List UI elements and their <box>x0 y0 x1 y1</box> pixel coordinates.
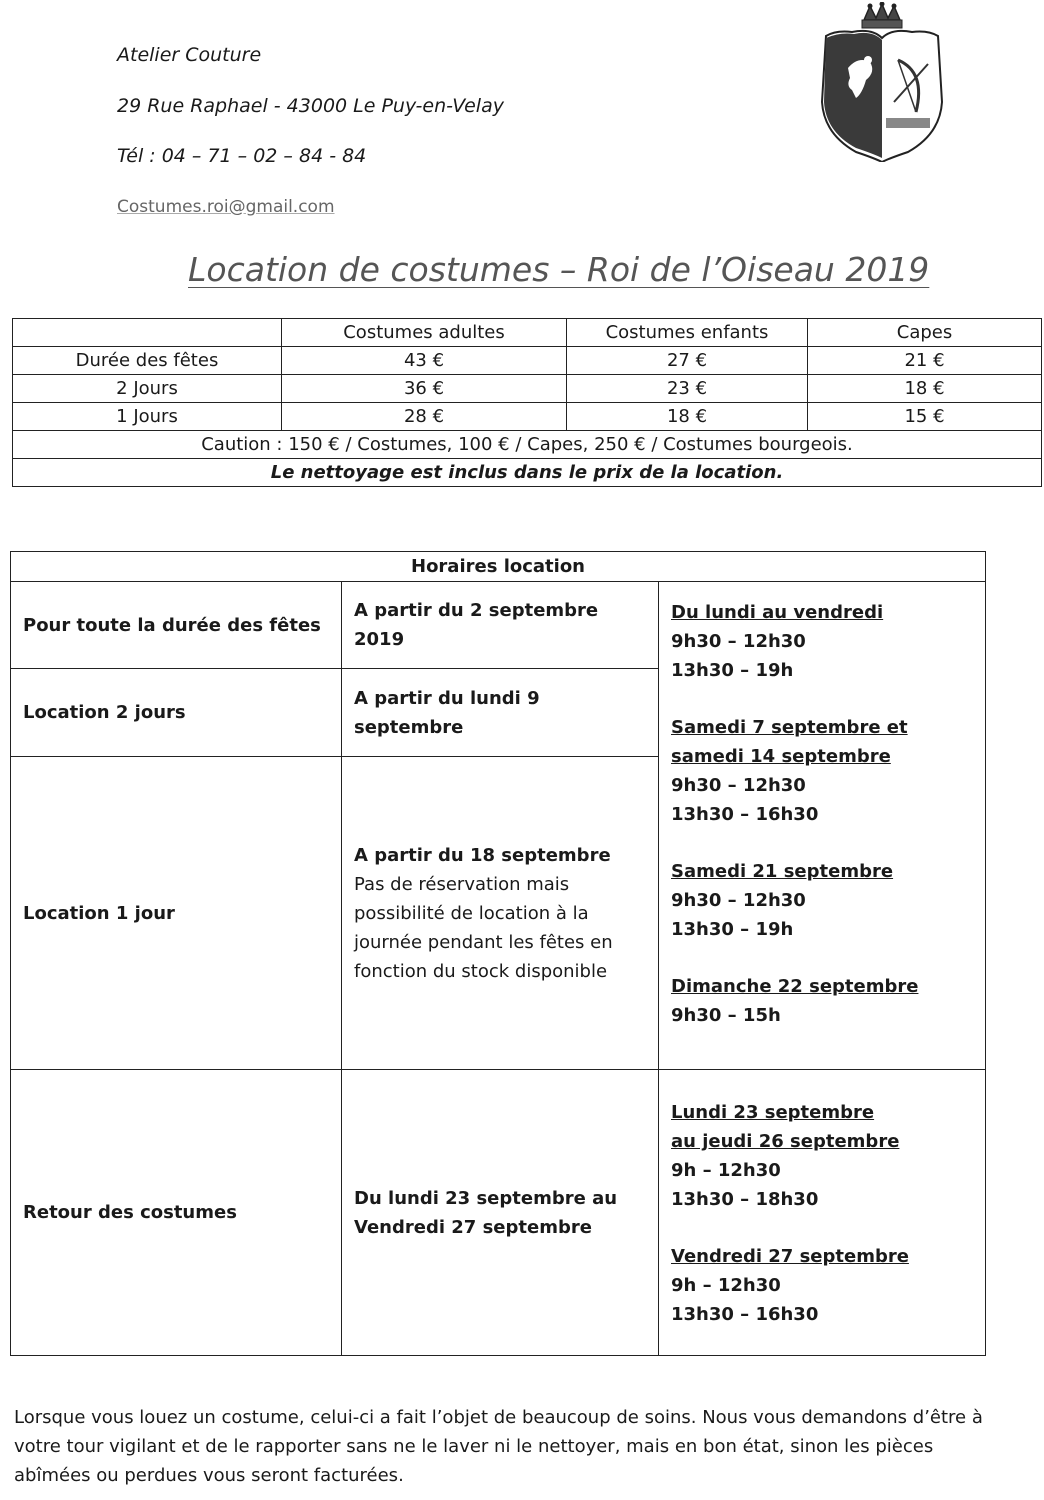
price-cell: 15 € <box>808 403 1042 431</box>
hours-row-detail <box>342 1070 659 1356</box>
return-schedule <box>659 1070 986 1356</box>
hours-heading: Horaires location <box>11 552 986 582</box>
schedule-days: samedi 14 septembre <box>671 746 891 767</box>
row-label: 1 Jours <box>13 403 282 431</box>
schedule-block <box>671 857 973 944</box>
column-header: Costumes adultes <box>282 319 567 347</box>
schedule-time: 13h30 – 19h <box>671 919 794 940</box>
price-table <box>12 318 1042 487</box>
price-cell: 18 € <box>808 375 1042 403</box>
business-email[interactable]: Costumes.roi@gmail.com <box>117 197 335 217</box>
price-row <box>13 347 1042 375</box>
schedule-days: Dimanche 22 septembre <box>671 976 919 997</box>
schedule-time: 9h – 12h30 <box>671 1160 781 1181</box>
hours-header-row <box>11 552 986 582</box>
return-period-line: Du lundi 23 septembre au <box>354 1187 618 1209</box>
schedule-time: 13h30 – 19h <box>671 660 794 681</box>
schedule-block <box>671 1242 973 1329</box>
schedule-days: Du lundi au vendredi <box>671 602 884 623</box>
cleaning-row <box>13 459 1042 487</box>
schedule-time: 9h – 12h30 <box>671 1275 781 1296</box>
coat-of-arms-logo <box>812 2 952 162</box>
row-label: 2 Jours <box>13 375 282 403</box>
hours-row-start: A partir du 2 septembre 2019 <box>342 582 659 669</box>
price-cell: 21 € <box>808 347 1042 375</box>
schedule-days: Samedi 21 septembre <box>671 861 894 882</box>
hours-row-start: A partir du 18 septembre <box>354 844 611 866</box>
schedule-time: 9h30 – 15h <box>671 1005 781 1026</box>
schedule-time: 9h30 – 12h30 <box>671 775 806 796</box>
schedule-block <box>671 1098 973 1214</box>
business-name: Atelier Couture <box>117 44 262 66</box>
price-cell: 18 € <box>567 403 808 431</box>
footer-notice: Lorsque vous louez un costume, celui-ci a fait l’objet de beaucoup de soins. Nous vous demandons d’être à votre tour vigilant et de le rapporter sans ne le laver ni le nettoyer, mais en bon état, sinon les pièces abîmées ou perdues vous seront facturées. <box>14 1407 983 1486</box>
price-row <box>13 375 1042 403</box>
row-label: Durée des fêtes <box>13 347 282 375</box>
schedule-days: Lundi 23 septembre <box>671 1102 875 1123</box>
hours-row-detail <box>342 757 659 1070</box>
business-address: 29 Rue Raphael - 43000 Le Puy-en-Velay <box>117 95 504 117</box>
price-cell: 28 € <box>282 403 567 431</box>
hours-row <box>11 1070 986 1356</box>
price-cell: 36 € <box>282 375 567 403</box>
schedule-time: 13h30 – 16h30 <box>671 804 819 825</box>
return-period-line: Vendredi 27 septembre <box>354 1216 592 1238</box>
schedule-time: 9h30 – 12h30 <box>671 890 806 911</box>
note-line: fonction du stock disponible <box>354 960 608 982</box>
page-title: Location de costumes – Roi de l’Oiseau 2019 <box>188 250 930 289</box>
price-row <box>13 403 1042 431</box>
schedule-days: Samedi 7 septembre et <box>671 717 908 738</box>
schedule-block <box>671 713 973 829</box>
schedule-time: 13h30 – 16h30 <box>671 1304 819 1325</box>
hours-row-label: Location 2 jours <box>11 669 342 757</box>
price-cell: 43 € <box>282 347 567 375</box>
business-phone: Tél : 04 – 71 – 02 – 84 - 84 <box>117 145 367 167</box>
hours-row <box>11 582 986 669</box>
hours-row-start: A partir du lundi 9 septembre <box>342 669 659 757</box>
hours-table <box>10 551 986 1356</box>
schedule-time: 13h30 – 18h30 <box>671 1189 819 1210</box>
schedule-block <box>671 598 973 685</box>
schedule-days: au jeudi 26 septembre <box>671 1131 900 1152</box>
price-cell: 23 € <box>567 375 808 403</box>
deposit-text: Caution : 150 € / Costumes, 100 € / Capes, 250 € / Costumes bourgeois. <box>13 431 1042 459</box>
hours-row-label: Location 1 jour <box>11 757 342 1070</box>
rental-schedule <box>659 582 986 1070</box>
column-header: Costumes enfants <box>567 319 808 347</box>
note-line: Pas de réservation mais <box>354 873 570 895</box>
hours-row-label: Pour toute la durée des fêtes <box>11 582 342 669</box>
schedule-block <box>671 972 973 1030</box>
hours-row-label: Retour des costumes <box>11 1070 342 1356</box>
deposit-row <box>13 431 1042 459</box>
note-line: possibilité de location à la <box>354 902 589 924</box>
schedule-time: 9h30 – 12h30 <box>671 631 806 652</box>
column-header: Capes <box>808 319 1042 347</box>
note-line: journée pendant les fêtes en <box>354 931 613 953</box>
schedule-days: Vendredi 27 septembre <box>671 1246 909 1267</box>
empty-header-cell <box>13 319 282 347</box>
cleaning-note: Le nettoyage est inclus dans le prix de la location. <box>13 459 1042 487</box>
price-cell: 27 € <box>567 347 808 375</box>
price-header-row <box>13 319 1042 347</box>
